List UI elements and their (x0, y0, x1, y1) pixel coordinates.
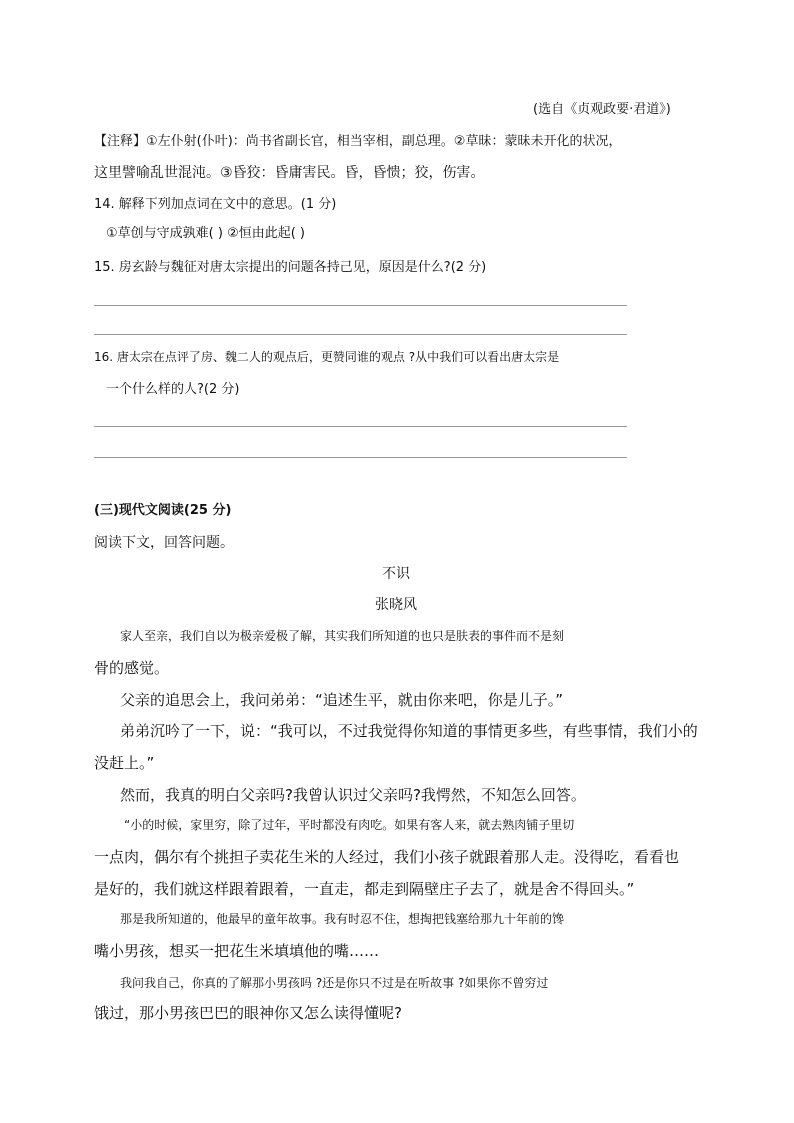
article-title: 不识 (382, 566, 410, 582)
passage-paragraph-1-line-1: 家人至亲，我们自以为极亲爱极了解，其实我们所知道的也只是肤表的事件而不是刻 (120, 629, 565, 643)
annotation-note-line-1: 【注释】①左仆射(仆叶)：尚书省副长官，相当宰相，副总理。②草昧：蒙昧未开化的状况， (94, 134, 622, 149)
passage-paragraph-3-line-1: 弟弟沉吟了一下，说：“我可以，不过我觉得你知道的事情更多些，有些事情，我们小的 (120, 722, 698, 740)
article-author: 张晓风 (375, 597, 417, 613)
passage-paragraph-6-line-1: 那是我所知道的，他最早的童年故事。我有时忍不住，想掏把钱塞给那九十年前的馋 (120, 912, 565, 926)
source-citation: (选自《贞观政要·君道》) (533, 102, 671, 117)
passage-paragraph-1-line-2: 骨的感觉。 (94, 659, 170, 677)
annotation-note-line-2: 这里譬喻乱世混沌。③昏狡：昏庸害民。昏，昏愦；狡，伤害。 (94, 165, 485, 181)
question-14-items: ①草创与守成孰难( ) ②恒由此起( ) (106, 226, 305, 241)
passage-paragraph-5-line-3: 是好的，我们就这样跟着跟着，一直走，都走到隔壁庄子去了，就是舍不得回头。” (94, 880, 635, 898)
passage-paragraph-7-line-2: 饿过，那小男孩巴巴的眼神你又怎么读得懂呢? (94, 1004, 402, 1022)
passage-paragraph-5-line-1: “小的时候，家里穷，除了过年，平时都没有肉吃。如果有客人来，就去熟肉铺子里切 (124, 818, 575, 832)
passage-paragraph-2: 父亲的追思会上，我问弟弟：“追述生平，就由你来吧，你是儿子。” (120, 691, 564, 709)
question-14-stem: 14. 解释下列加点词在文中的意思。(1 分) (94, 197, 337, 212)
section-heading: (三)现代文阅读(25 分) (94, 503, 232, 518)
passage-paragraph-7-line-1: 我问我自己，你真的了解那小男孩吗 ?还是你只不过是在听故事 ?如果你不曾穷过 (120, 976, 549, 990)
answer-line (94, 457, 627, 458)
passage-paragraph-5-line-2: 一点肉，偶尔有个挑担子卖花生米的人经过，我们小孩子就跟着那人走。没得吃，看看也 (94, 848, 680, 866)
passage-paragraph-4: 然而，我真的明白父亲吗?我曾认识过父亲吗?我愕然，不知怎么回答。 (120, 786, 586, 804)
section-instruction: 阅读下文，回答问题。 (94, 535, 234, 551)
passage-paragraph-6-line-2: 嘴小男孩，想买一把花生米填填他的嘴…… (94, 942, 380, 960)
question-16-line-1: 16. 唐太宗在点评了房、魏二人的观点后，更赞同谁的观点 ?从中我们可以看出唐太宗是 (94, 350, 560, 364)
passage-paragraph-3-line-2: 没赶上。” (94, 754, 155, 772)
answer-line (94, 426, 627, 427)
answer-line (94, 334, 627, 335)
answer-line (94, 305, 627, 306)
question-16-line-2: 一个什么样的人?(2 分) (106, 382, 240, 397)
question-15-stem: 15. 房玄龄与魏征对唐太宗提出的问题各持己见，原因是什么?(2 分) (94, 260, 487, 275)
